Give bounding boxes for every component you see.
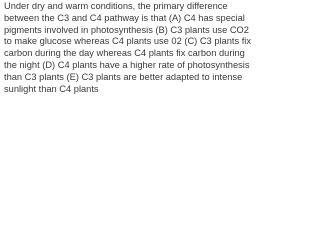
question-text: Under dry and warm conditions, the primary difference between the C3 and C4 pathway is that (A) C4 has special pigments involved in photosynthesis (B) C3 plants use CO2 to make glucose whereas C4 plants use 02 (C) C3 plants fix carbon during the day whereas C4 plants fix carbon during the night (D) C4 plants have a higher rate of photosynthesis than C3 plants (E) C3 plants are better adapted to intense sunlight than C4 plants (4, 1, 252, 94)
